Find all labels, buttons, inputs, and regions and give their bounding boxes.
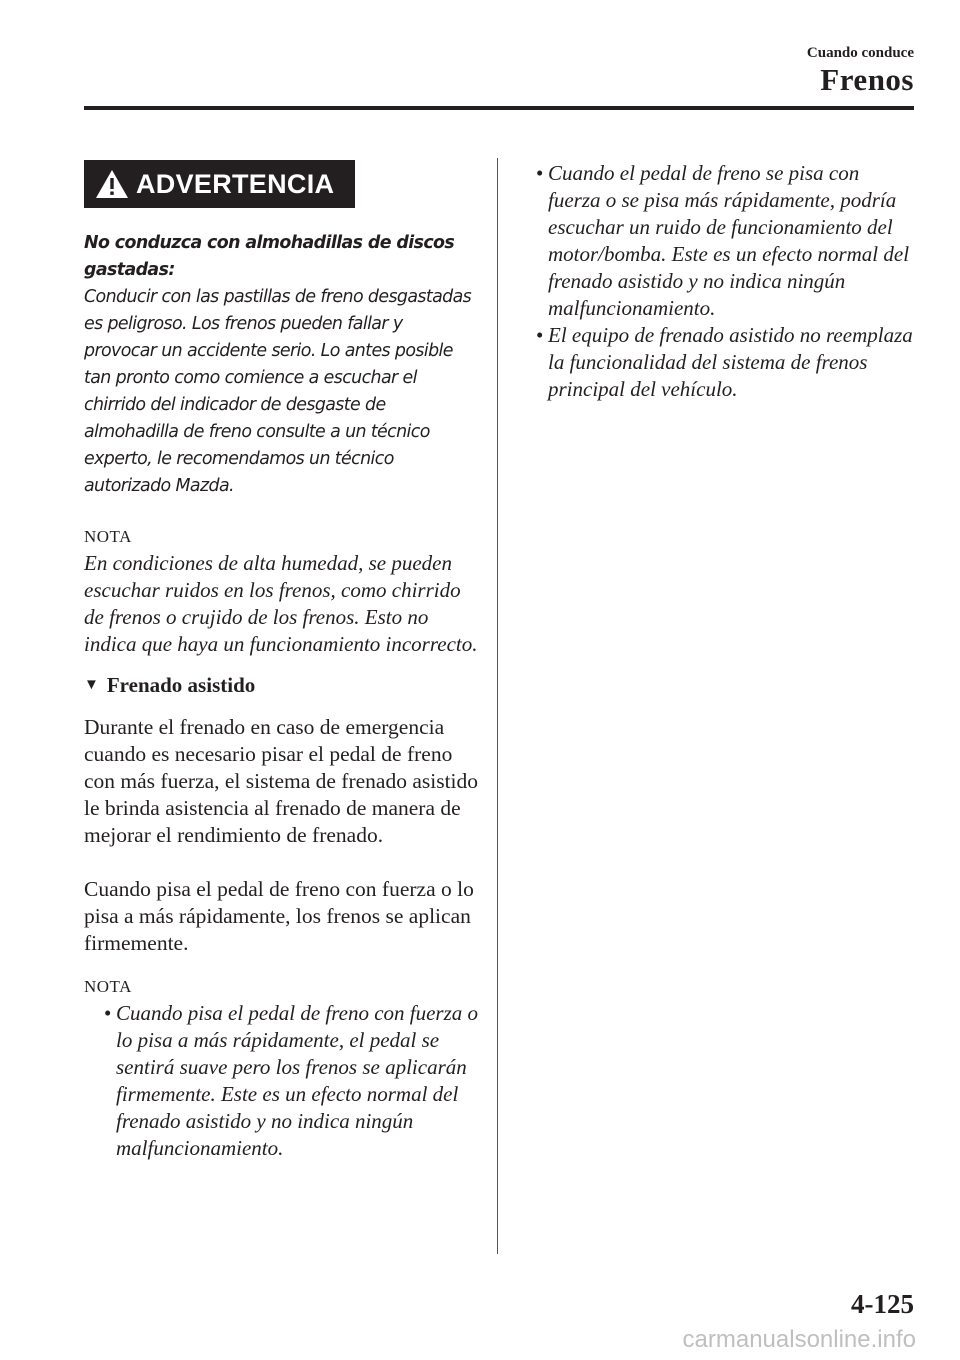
running-header-title: Frenos — [820, 62, 914, 97]
note-label: NOTA — [84, 977, 132, 996]
section-arrow-icon: ▼ — [84, 677, 99, 693]
bullet-marker: • — [536, 161, 544, 185]
note-bullet-text: El equipo de frenado asistido no reemplaza la funcionalidad del sistema de frenos principal del vehículo. — [548, 323, 913, 401]
note-bullet-text: Cuando el pedal de freno se pisa con fuerza o se pisa más rápidamente, podría escuchar un ruido de funcionamiento del motor/bomba. Este es un efecto normal del frenado asistido y no indica ningún malfuncionamiento. — [548, 161, 910, 320]
body-paragraph: Durante el frenado en caso de emergencia cuando es necesario pisar el pedal de freno con más fuerza, el sistema de frenado asistido le brinda asistencia al frenado de manera de mejorar el rendimiento de frenado. — [84, 715, 479, 847]
warning-label: ADVERTENCIA — [136, 168, 335, 199]
note-bullet-list — [84, 1000, 479, 1162]
page-number: 4-125 — [851, 1289, 914, 1319]
note-bullet-item — [516, 322, 916, 403]
running-header-section: Cuando conduce — [806, 45, 914, 61]
body-paragraph: Cuando pisa el pedal de freno con fuerza o lo pisa a más rápidamente, los frenos se aplican firmemente. — [84, 877, 474, 955]
right-column — [516, 160, 916, 403]
section-heading — [84, 670, 479, 700]
bullet-marker: • — [536, 323, 544, 347]
left-column — [84, 160, 479, 1162]
warning-body: Conducir con las pastillas de freno desgastadas es peligroso. Los frenos pueden fallar y provocar un accidente serio. Lo antes posible tan pronto como comience a escuchar el chirrido del indicador de desgaste de almohadilla de freno consulte a un técnico experto, le recomendamos un técnico autorizado Mazda. — [84, 287, 472, 496]
header-divider — [84, 106, 914, 110]
section-title: Frenado asistido — [106, 673, 256, 697]
note-label: NOTA — [84, 527, 132, 546]
warning-triangle-icon — [94, 168, 130, 200]
note-bullet-text: Cuando pisa el pedal de freno con fuerza o lo pisa a más rápidamente, el pedal se sentirá suave pero los frenos se aplicarán firmemente. Este es un efecto normal del frenado asistido y no indica ningún malfuncionamiento. — [116, 1001, 479, 1160]
bullet-marker: • — [104, 1001, 112, 1025]
warning-heading: No conduzca con almohadillas de discos gastadas: — [84, 233, 455, 280]
note-bullet-item — [516, 160, 916, 322]
watermark: carmanualsonline.info — [682, 1326, 916, 1353]
column-divider — [497, 158, 498, 1254]
note-bullet-list — [516, 160, 916, 403]
warning-banner — [84, 160, 355, 208]
note-bullet-item — [84, 1000, 479, 1162]
note-text: En condiciones de alta humedad, se pueden escuchar ruidos en los frenos, como chirrido de frenos o crujido de los frenos. Esto no indica que haya un funcionamiento incorrecto. — [84, 551, 478, 656]
